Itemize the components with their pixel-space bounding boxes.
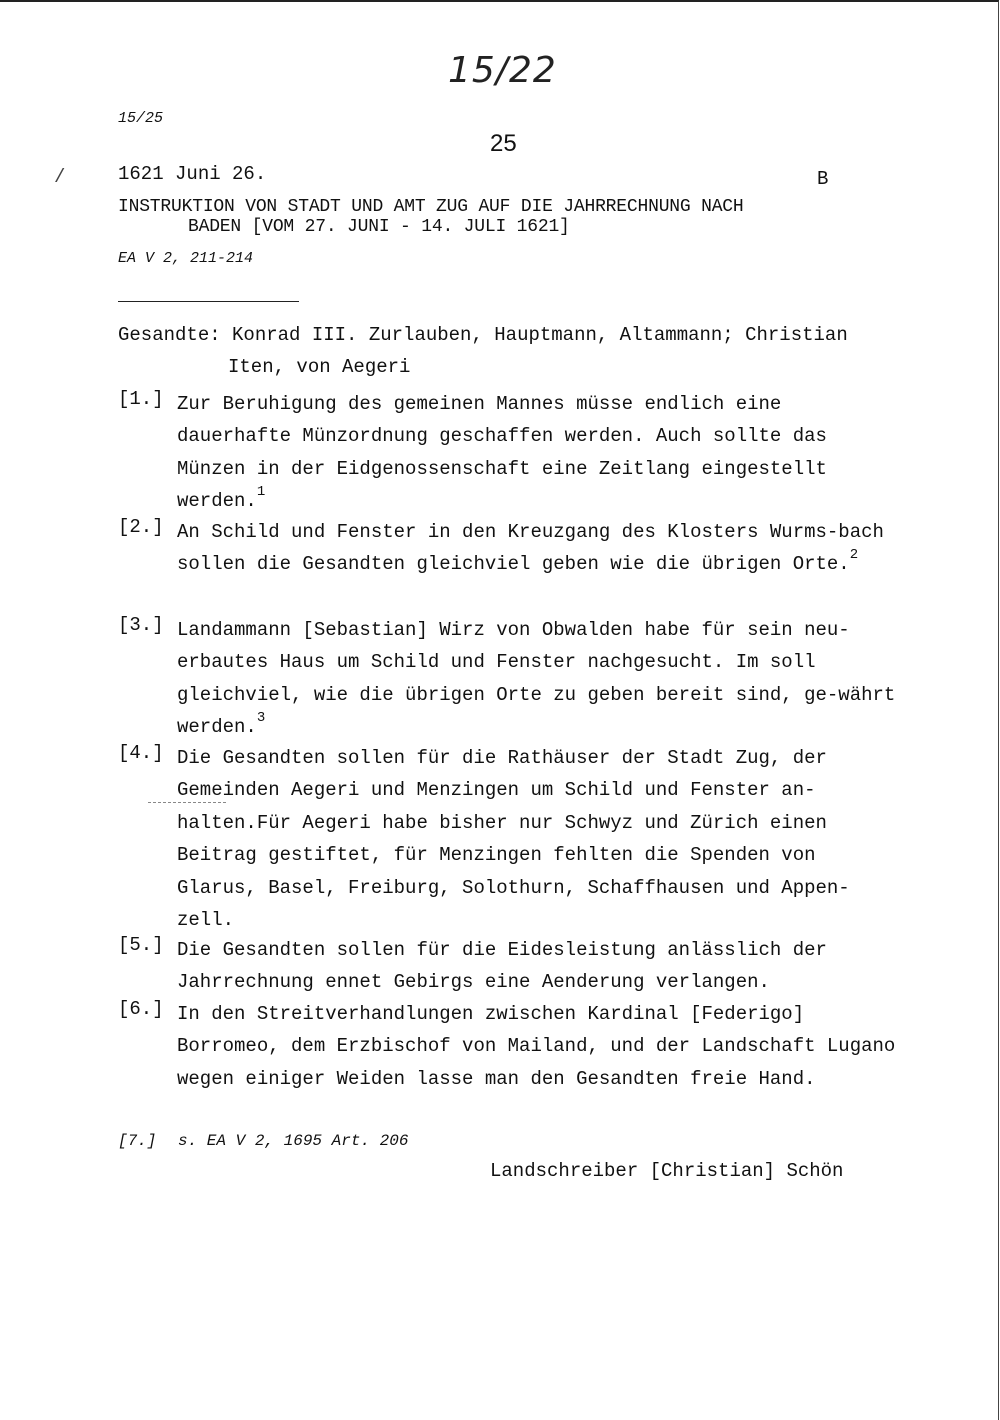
footnote-marker: 1 [256,483,266,500]
entry-text: Die Gesandten sollen für die Rathäuser der Stadt Zug, der Gemeinden Aegeri und Menzingen um Schild und Fenster an-halten.Für Aegeri habe bisher nur Schwyz und Zürich einen Beitrag gestiftet, für Menzingen fehlten die Spenden von Glarus, Basel, Freiburg, Solothurn, Schaffhausen und Appen-zell. [177,747,850,932]
envoys-line-1: Gesandte: Konrad III. Zurlauben, Hauptmann, Altammann; Christian [118,324,848,346]
margin-dash-mark [148,802,226,803]
entry-number: [1.] [118,388,164,410]
signature: Landschreiber [Christian] Schön [490,1160,844,1182]
entry-5 [118,934,898,999]
classification-letter: B [817,168,829,190]
entry-6 [118,998,898,1095]
entry-3 [118,614,898,744]
entry-number: [5.] [118,934,164,956]
document-date: 1621 Juni 26. [118,163,267,185]
entry-number: [6.] [118,998,164,1020]
handwritten-reference: 15/22 [448,50,557,91]
title-line-1: INSTRUKTION VON STADT UND AMT ZUG AUF DIE JAHRRECHNUNG NACH [118,197,744,217]
page-number: 25 [490,130,517,157]
title-line-2: BADEN [VOM 27. JUNI - 14. JULI 1621] [188,217,570,237]
entry-number: [4.] [118,742,164,764]
archive-reference: 15/25 [118,110,164,127]
envoys-line-2: Iten, von Aegeri [228,356,411,378]
margin-slash-mark: / [54,166,66,188]
source-reference: EA V 2, 211-214 [118,250,254,267]
footnote-marker: 3 [256,709,266,726]
entry-text: An Schild und Fenster in den Kreuzgang des Klosters Wurms-bach sollen die Gesandten gleichviel geben wie die übrigen Orte. [177,521,884,576]
entry-number: [3.] [118,614,164,636]
entry-number: [2.] [118,516,164,538]
entry-text: Landammann [Sebastian] Wirz von Obwalden habe für sein neu-erbautes Haus um Schild und Fenster nachgesucht. Im soll gleichviel, wie die übrigen Orte zu geben bereit sind, ge-währt werden. [177,619,896,739]
entry-4 [118,742,898,936]
entry-text: Zur Beruhigung des gemeinen Mannes müsse endlich eine dauerhafte Münzordnung geschaffen werden. Auch sollte das Münzen in der Eidgenossenschaft eine Zeitlang eingestellt werden. [177,393,827,513]
entry-2 [118,516,898,581]
entry-text: Die Gesandten sollen für die Eidesleistung anlässlich der Jahrrechnung ennet Gebirgs eine Aenderung verlangen. [177,939,827,994]
separator-rule [118,301,299,302]
entry-1 [118,388,898,518]
footnote-marker: 2 [849,547,859,564]
entry-text: In den Streitverhandlungen zwischen Kardinal [Federigo] Borromeo, dem Erzbischof von Mailand, und der Landschaft Lugano wegen einiger Weiden lasse man den Gesandten freie Hand. [177,1003,896,1090]
entry-7-text: s. EA V 2, 1695 Art. 206 [178,1132,409,1150]
entry-7-number: [7.] [118,1132,157,1150]
